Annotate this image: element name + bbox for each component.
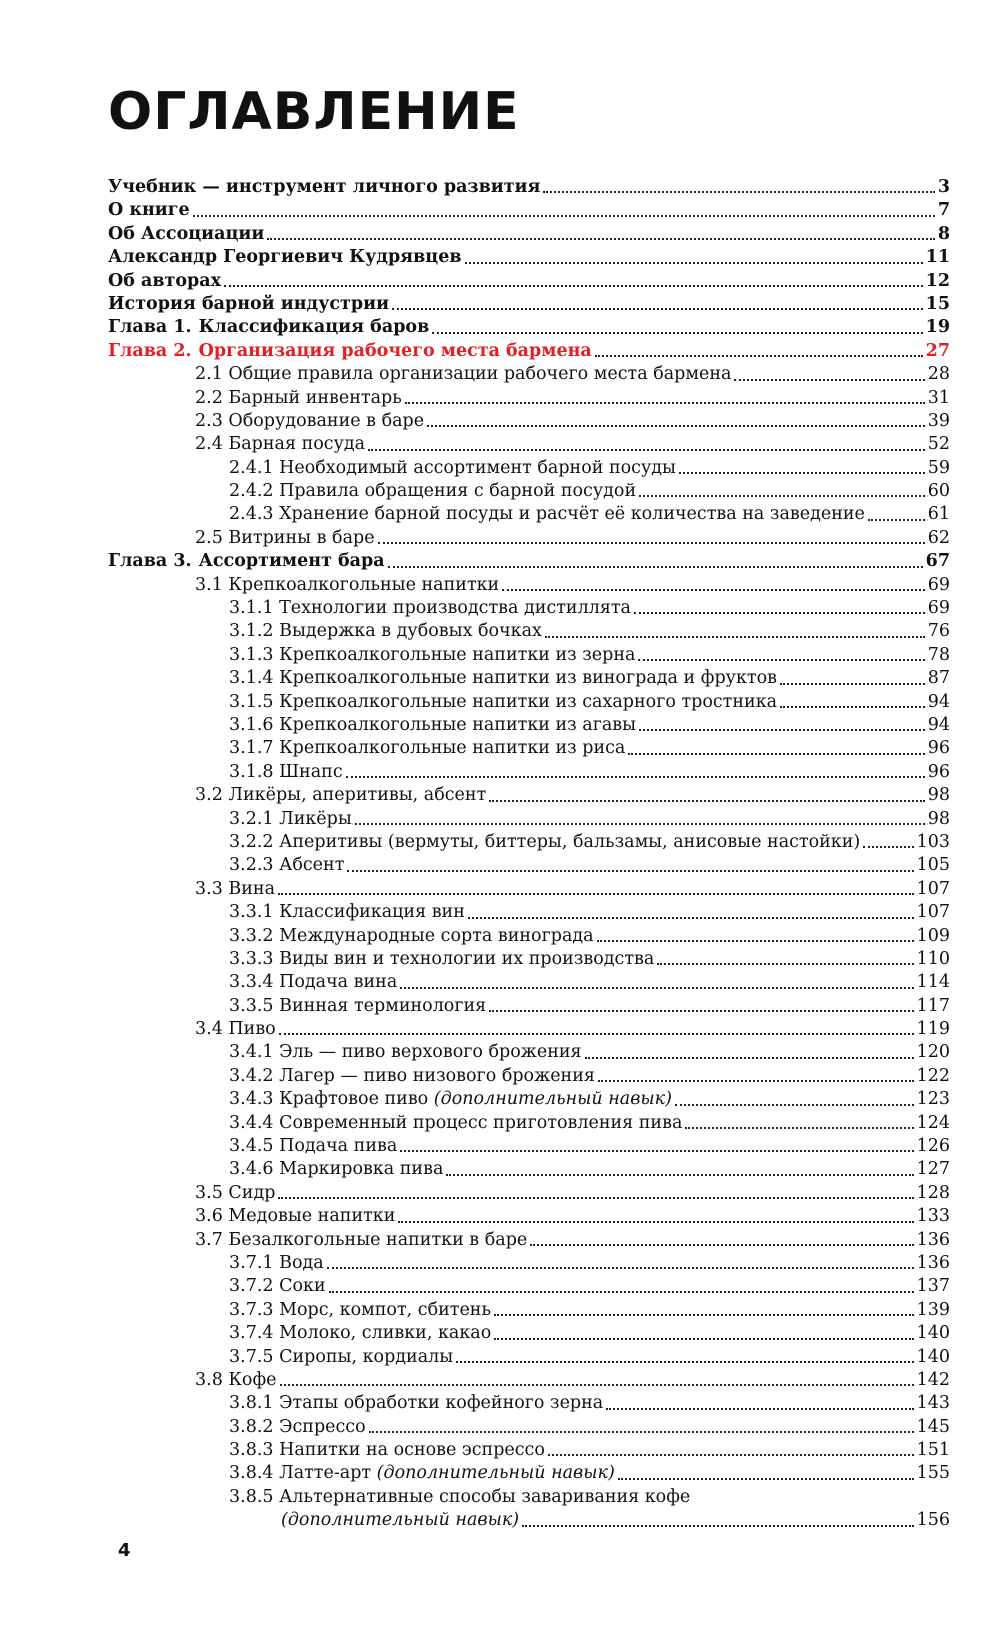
leader-dots — [456, 1361, 913, 1363]
toc-entry[interactable] — [229, 1346, 950, 1369]
toc-entry-page: 127 — [916, 1159, 950, 1180]
leader-dots — [606, 1408, 913, 1410]
toc-entry-text: 2.3 Оборудование в баре — [195, 410, 425, 431]
toc-entry[interactable] — [195, 527, 950, 550]
leader-dots — [327, 1267, 914, 1269]
toc-entry-title — [195, 410, 424, 433]
toc-entry-text: 2.4.1 Необходимый ассортимент барной посуды — [229, 457, 676, 478]
toc-entry-title — [195, 363, 731, 386]
toc-entry-text: 3.5 Сидр — [195, 1182, 276, 1203]
toc-entry-title — [229, 737, 625, 760]
toc-entry-page: 94 — [927, 691, 950, 712]
leader-dots — [597, 940, 914, 942]
toc-entry-text: 3.3.5 Винная терминология — [229, 995, 487, 1016]
toc-entry-title — [108, 270, 221, 293]
toc-entry[interactable] — [229, 901, 950, 924]
toc-entry-text: 3.1.8 Шнапс — [229, 761, 343, 782]
leader-dots — [679, 472, 925, 474]
toc-entry-page: 98 — [927, 785, 950, 806]
toc-entry-text: 2.5 Витрины в баре — [195, 527, 375, 548]
toc-entry-page: 109 — [916, 925, 950, 946]
chapter-label: Глава 1. — [108, 317, 192, 338]
toc-entry-text: 3.2.2 Аперитивы (вермуты, биттеры, бальзамы, анисовые настойки) — [229, 831, 861, 852]
leader-dots — [628, 753, 924, 755]
toc-entry-page: 31 — [927, 387, 950, 408]
toc-entry-text: 2.1 Общие правила организации рабочего места бармена — [195, 364, 732, 385]
toc-entry[interactable] — [229, 1275, 950, 1298]
toc-entry-page: 137 — [916, 1276, 950, 1297]
leader-dots — [400, 987, 913, 989]
toc-entry-text: Об авторах — [108, 270, 222, 291]
leader-dots — [279, 1033, 914, 1035]
toc-entry[interactable] — [229, 1065, 950, 1088]
leader-dots — [446, 1174, 913, 1176]
toc-entry-text: 3.8 Кофе — [195, 1369, 277, 1390]
toc-entry-text: 3.8.2 Эспрессо — [229, 1416, 366, 1437]
toc-entry-page: 136 — [916, 1229, 950, 1250]
toc-entry-text: Об Ассоциации — [108, 223, 265, 244]
toc-entry-title — [229, 1275, 326, 1298]
leader-dots — [657, 963, 913, 965]
toc-entry[interactable] — [229, 737, 950, 760]
toc-entry-title — [229, 831, 860, 854]
toc-entry-text: 2.4.2 Правила обращения с барной посудой — [229, 481, 637, 502]
toc-entry-page: 133 — [916, 1206, 950, 1227]
toc-entry-text: Учебник — инструмент личного развития — [108, 177, 541, 197]
toc-entry[interactable] — [229, 620, 950, 643]
leader-dots — [675, 1104, 914, 1106]
toc-entry[interactable] — [229, 1439, 950, 1462]
toc-entry-title — [229, 808, 352, 831]
leader-dots — [398, 1221, 913, 1223]
toc-entry-text: 3.7.2 Соки — [229, 1276, 326, 1297]
toc-entry-page: 145 — [916, 1416, 950, 1437]
leader-dots — [545, 636, 925, 638]
toc-entry-title — [195, 1182, 275, 1205]
toc-entry[interactable] — [229, 995, 950, 1018]
toc-entry[interactable] — [229, 480, 950, 503]
toc-entry[interactable] — [229, 971, 950, 994]
leader-dots — [595, 355, 923, 357]
toc-entry-text: 3.3 Вина — [195, 878, 276, 899]
toc-entry[interactable] — [229, 1462, 950, 1485]
toc-entry-page: 107 — [916, 878, 950, 899]
toc-entry-title — [229, 854, 344, 877]
toc-entry-text: 3.4.5 Подача пива — [229, 1136, 398, 1157]
toc-entry[interactable] — [229, 1416, 950, 1439]
toc-entry-page: 122 — [916, 1065, 950, 1086]
leader-dots — [355, 823, 925, 825]
toc-entry-text: 3.4.1 Эль — пиво верхового брожения — [229, 1042, 582, 1063]
toc-entry-title — [108, 199, 190, 222]
leader-dots — [639, 729, 925, 731]
toc-entry[interactable] — [195, 1369, 950, 1392]
toc-entry-text: 3.4 Пиво — [195, 1019, 276, 1040]
leader-dots — [369, 1431, 914, 1433]
toc-entry-title — [229, 1112, 682, 1135]
chapter-label: Глава 3. — [108, 551, 192, 572]
toc-entry-title — [229, 620, 542, 643]
toc-entry[interactable] — [229, 831, 950, 854]
leader-dots — [548, 1454, 914, 1456]
toc-entry[interactable] — [229, 854, 950, 877]
toc-entry-page: 143 — [916, 1393, 950, 1414]
toc-entry-title — [108, 293, 389, 316]
leader-dots — [638, 659, 924, 661]
toc-entry[interactable] — [229, 948, 950, 971]
toc-entry-page: 120 — [916, 1042, 950, 1063]
toc-entry-text: 3.7 Безалкогольные напитки в баре — [195, 1229, 528, 1250]
toc-entry-text: 3.3.3 Виды вин и технологии их производства — [229, 948, 655, 969]
toc-entry-title — [229, 1322, 491, 1345]
leader-dots — [329, 1291, 914, 1293]
leader-dots — [780, 706, 925, 708]
leader-dots — [468, 917, 914, 919]
toc-entry-page: 52 — [927, 434, 950, 455]
toc-entry[interactable] — [195, 1182, 950, 1205]
toc-entry-title — [229, 480, 636, 503]
toc-entry-title — [229, 901, 465, 924]
leader-dots — [863, 846, 913, 848]
toc-entry-title — [229, 1158, 443, 1181]
toc-entry[interactable] — [229, 667, 950, 690]
toc-entry[interactable] — [108, 270, 950, 293]
toc-entry-text: 3.1.1 Технологии производства дистиллята — [229, 598, 631, 619]
leader-dots — [734, 379, 924, 381]
toc-entry[interactable] — [108, 293, 950, 316]
toc-entry[interactable] — [229, 1486, 950, 1533]
toc-entry-page: 103 — [916, 831, 950, 852]
toc-entry-page: 87 — [927, 668, 950, 689]
toc-entry-text: 3.7.3 Морс, компот, сбитень — [229, 1299, 491, 1320]
leader-dots — [432, 332, 922, 334]
chapter-label: Глава 2. — [108, 340, 192, 361]
toc-entry-title — [108, 223, 264, 246]
toc-entry-text: 3.1.4 Крепкоалкогольные напитки из винограда и фруктов — [229, 668, 777, 689]
toc-entry-note: (дополнительный навык) — [281, 1510, 520, 1531]
toc-entry[interactable] — [108, 340, 950, 363]
toc-entry-page: 27 — [925, 340, 950, 361]
toc-entry-title — [195, 1229, 527, 1252]
toc-entry-text: 3.2.1 Ликёры — [229, 808, 352, 829]
toc-entry-page: 114 — [916, 972, 950, 993]
toc-entry-title — [229, 644, 635, 667]
toc-entry-page: 117 — [916, 995, 950, 1016]
toc-entry-title — [229, 714, 636, 737]
toc-entry[interactable] — [229, 1088, 950, 1111]
toc-entry[interactable] — [229, 1112, 950, 1135]
toc-entry-page: 151 — [916, 1440, 950, 1461]
leader-dots — [502, 589, 924, 591]
toc-entry-title — [229, 1462, 615, 1485]
toc-entry-page: 12 — [925, 270, 950, 291]
toc-entry-title — [108, 316, 429, 339]
toc-entry-text: 3.8.3 Напитки на основе эспрессо — [229, 1440, 545, 1461]
toc-entry-text: 3.8.1 Этапы обработки кофейного зерна — [229, 1393, 604, 1414]
toc-entry[interactable] — [108, 176, 950, 199]
toc-entry-title — [229, 995, 486, 1018]
toc-entry-text: 3.6 Медовые напитки — [195, 1206, 396, 1227]
toc-entry-title — [229, 925, 594, 948]
toc-entry-text: 3.1.5 Крепкоалкогольные напитки из сахарного тростника — [229, 691, 778, 712]
table-of-contents — [0, 176, 1000, 1533]
toc-entry[interactable] — [195, 363, 950, 386]
toc-entry[interactable] — [229, 1392, 950, 1415]
leader-dots — [193, 215, 935, 217]
toc-entry-title — [229, 691, 777, 714]
toc-entry[interactable] — [195, 433, 950, 456]
toc-entry[interactable] — [195, 387, 950, 410]
toc-entry-title — [229, 1346, 453, 1369]
toc-entry-title — [229, 948, 654, 971]
toc-entry[interactable] — [108, 550, 950, 573]
toc-entry-text: 2.2 Барный инвентарь — [195, 387, 402, 408]
toc-entry[interactable] — [108, 246, 950, 269]
toc-entry-page: 119 — [916, 1019, 950, 1040]
toc-entry-title: 3.8.5 Альтернативные способы заваривания кофе — [229, 1486, 691, 1507]
toc-entry-text: 3.1.6 Крепкоалкогольные напитки из агавы — [229, 714, 637, 735]
leader-dots — [494, 1314, 914, 1316]
toc-entry[interactable] — [195, 1205, 950, 1228]
toc-entry-title — [195, 878, 275, 901]
toc-entry-page: 61 — [927, 504, 950, 525]
toc-entry-title — [229, 1416, 366, 1439]
leader-dots — [780, 683, 925, 685]
toc-entry-title — [195, 527, 375, 550]
toc-entry[interactable] — [229, 1135, 950, 1158]
toc-entry[interactable] — [229, 1158, 950, 1181]
toc-entry-text: 3.8.4 Латте-арт — [229, 1463, 372, 1484]
toc-entry[interactable] — [195, 878, 950, 901]
toc-entry-title — [229, 1299, 491, 1322]
toc-entry-text: 3.1 Крепкоалкогольные напитки — [195, 574, 500, 595]
toc-entry-title — [195, 387, 402, 410]
toc-entry-text: 3.1.2 Выдержка в дубовых бочках — [229, 621, 542, 642]
toc-entry-title — [229, 1252, 324, 1275]
page-number: 4 — [118, 1540, 131, 1561]
toc-entry-page: 139 — [916, 1299, 950, 1320]
toc-entry-page: 3 — [937, 177, 950, 197]
leader-dots — [346, 776, 925, 778]
leader-dots — [489, 1010, 913, 1012]
toc-entry-page: 69 — [927, 598, 950, 619]
leader-dots — [347, 870, 913, 872]
leader-dots — [634, 612, 925, 614]
toc-entry-title — [229, 1135, 397, 1158]
leader-dots — [465, 262, 923, 264]
toc-entry[interactable] — [229, 503, 950, 526]
toc-entry-title — [229, 1041, 582, 1064]
toc-entry-title — [108, 340, 592, 363]
leader-dots — [639, 495, 925, 497]
toc-entry-page: 128 — [916, 1182, 950, 1203]
toc-entry[interactable] — [229, 1299, 950, 1322]
toc-entry-text: 3.2 Ликёры, аперитивы, абсент — [195, 785, 487, 806]
leader-dots — [224, 285, 923, 287]
toc-entry-page: 124 — [916, 1112, 950, 1133]
leader-dots — [489, 800, 924, 802]
page-title: ОГЛАВЛЕНИЕ — [108, 82, 520, 142]
toc-entry-page: 123 — [916, 1089, 950, 1110]
toc-entry-note: (дополнительный навык) — [433, 1089, 672, 1110]
toc-entry[interactable] — [229, 457, 950, 480]
toc-entry-title — [195, 1205, 395, 1228]
toc-entry-page: 110 — [916, 948, 950, 969]
toc-entry-text: 3.7.5 Сиропы, кордиалы — [229, 1346, 454, 1367]
toc-entry-title — [195, 1018, 276, 1041]
toc-entry-page: 62 — [927, 527, 950, 548]
leader-dots — [868, 519, 925, 521]
toc-entry-title — [108, 176, 540, 199]
toc-entry-page: 39 — [927, 410, 950, 431]
toc-entry-text: История барной индустрии — [108, 293, 390, 314]
toc-entry[interactable] — [195, 784, 950, 807]
toc-entry-page: 96 — [927, 738, 950, 759]
toc-entry-page: 69 — [927, 574, 950, 595]
leader-dots — [618, 1478, 914, 1480]
toc-entry-note: (дополнительный навык) — [376, 1463, 615, 1484]
leader-dots — [368, 449, 925, 451]
leader-dots — [494, 1338, 913, 1340]
toc-entry-title — [229, 761, 343, 784]
toc-entry-title — [229, 1088, 672, 1111]
toc-entry-page: 96 — [927, 761, 950, 782]
toc-entry[interactable] — [229, 1252, 950, 1275]
toc-entry-text: 2.4.3 Хранение барной посуды и расчёт её количества на заведение — [229, 504, 865, 525]
leader-dots — [685, 1127, 913, 1129]
toc-entry-page: 67 — [925, 551, 950, 572]
toc-entry[interactable] — [229, 1322, 950, 1345]
leader-dots — [543, 191, 934, 193]
toc-entry-page: 19 — [925, 317, 950, 338]
toc-entry-page: 7 — [937, 200, 950, 221]
toc-entry-text: 3.1.3 Крепкоалкогольные напитки из зерна — [229, 644, 636, 665]
leader-dots — [427, 425, 925, 427]
toc-entry-text: 3.4.3 Крафтовое пиво — [229, 1089, 429, 1110]
toc-entry-title — [195, 433, 365, 456]
leader-dots — [585, 1057, 914, 1059]
toc-entry-text: 3.2.3 Абсент — [229, 855, 345, 876]
toc-entry-title — [195, 784, 486, 807]
toc-entry-page: 107 — [916, 902, 950, 923]
toc-entry-page: 28 — [927, 364, 950, 385]
leader-dots — [267, 238, 934, 240]
toc-entry-text: Ассортимент бара — [198, 551, 385, 572]
toc-entry-text: 3.3.4 Подача вина — [229, 972, 398, 993]
toc-entry[interactable] — [229, 597, 950, 620]
toc-entry[interactable] — [229, 1041, 950, 1064]
toc-entry[interactable] — [108, 316, 950, 339]
leader-dots — [388, 566, 923, 568]
toc-entry[interactable] — [108, 199, 950, 222]
leader-dots — [378, 542, 925, 544]
toc-entry[interactable] — [229, 761, 950, 784]
toc-entry-title — [229, 457, 676, 480]
leader-dots — [522, 1525, 913, 1527]
toc-entry-text: 3.7.4 Молоко, сливки, какао — [229, 1323, 492, 1344]
toc-entry-page: 94 — [927, 714, 950, 735]
toc-entry-page: 105 — [916, 855, 950, 876]
toc-entry-text: 2.4 Барная посуда — [195, 434, 366, 455]
toc-entry[interactable] — [195, 1018, 950, 1041]
leader-dots — [400, 1150, 913, 1152]
toc-entry-title — [195, 574, 499, 597]
toc-entry-title — [229, 503, 865, 526]
toc-entry-page: 76 — [927, 621, 950, 642]
toc-entry-text: 3.4.4 Современный процесс приготовления пива — [229, 1112, 683, 1133]
toc-entry-text: 3.3.1 Классификация вин — [229, 902, 465, 923]
toc-entry-text: Классификация баров — [198, 317, 430, 338]
toc-entry-page: 60 — [927, 481, 950, 502]
leader-dots — [280, 1384, 914, 1386]
toc-entry-continuation — [281, 1509, 950, 1532]
toc-entry-title — [108, 246, 462, 269]
leader-dots — [278, 1197, 913, 1199]
toc-entry-page: 8 — [937, 223, 950, 244]
toc-entry[interactable] — [229, 714, 950, 737]
leader-dots — [598, 1080, 914, 1082]
toc-entry[interactable] — [229, 808, 950, 831]
toc-entry[interactable] — [229, 925, 950, 948]
toc-entry[interactable] — [195, 1229, 950, 1252]
toc-entry-page: 142 — [916, 1369, 950, 1390]
toc-entry-page: 78 — [927, 644, 950, 665]
leader-dots — [278, 893, 914, 895]
toc-entry[interactable] — [195, 574, 950, 597]
leader-dots — [392, 308, 923, 310]
toc-entry-page: 155 — [916, 1463, 950, 1484]
toc-entry-page: 98 — [927, 808, 950, 829]
toc-entry-title — [229, 667, 777, 690]
toc-entry[interactable] — [195, 410, 950, 433]
toc-entry-title — [229, 971, 397, 994]
toc-entry-page: 59 — [927, 457, 950, 478]
leader-dots — [530, 1244, 913, 1246]
toc-entry-page: 15 — [925, 293, 950, 314]
toc-entry-text: 3.1.7 Крепкоалкогольные напитки из риса — [229, 738, 626, 759]
toc-entry-title — [108, 550, 385, 573]
toc-entry-page: 126 — [916, 1136, 950, 1157]
toc-entry-text: Организация рабочего места бармена — [198, 340, 592, 361]
leader-dots — [405, 402, 925, 404]
toc-entry-text: 3.4.6 Маркировка пива — [229, 1159, 444, 1180]
toc-entry-title — [229, 1065, 595, 1088]
toc-entry-page: 140 — [916, 1346, 950, 1367]
toc-entry[interactable] — [108, 223, 950, 246]
toc-entry-page: 11 — [925, 247, 950, 268]
toc-entry-title — [229, 1392, 603, 1415]
toc-entry-text: 3.4.2 Лагер — пиво низового брожения — [229, 1065, 595, 1086]
toc-entry-page: 156 — [916, 1510, 950, 1531]
toc-entry-page: 136 — [916, 1252, 950, 1273]
toc-entry[interactable] — [229, 691, 950, 714]
toc-entry-page: 140 — [916, 1323, 950, 1344]
toc-entry[interactable] — [229, 644, 950, 667]
toc-entry-text: Александр Георгиевич Кудрявцев — [108, 247, 462, 268]
toc-entry-title — [229, 597, 631, 620]
toc-entry-text: 3.3.2 Международные сорта винограда — [229, 925, 594, 946]
toc-entry-title — [195, 1369, 277, 1392]
toc-entry-text: О книге — [108, 200, 190, 221]
toc-entry-text: 3.7.1 Вода — [229, 1252, 324, 1273]
toc-entry-title — [229, 1439, 545, 1462]
